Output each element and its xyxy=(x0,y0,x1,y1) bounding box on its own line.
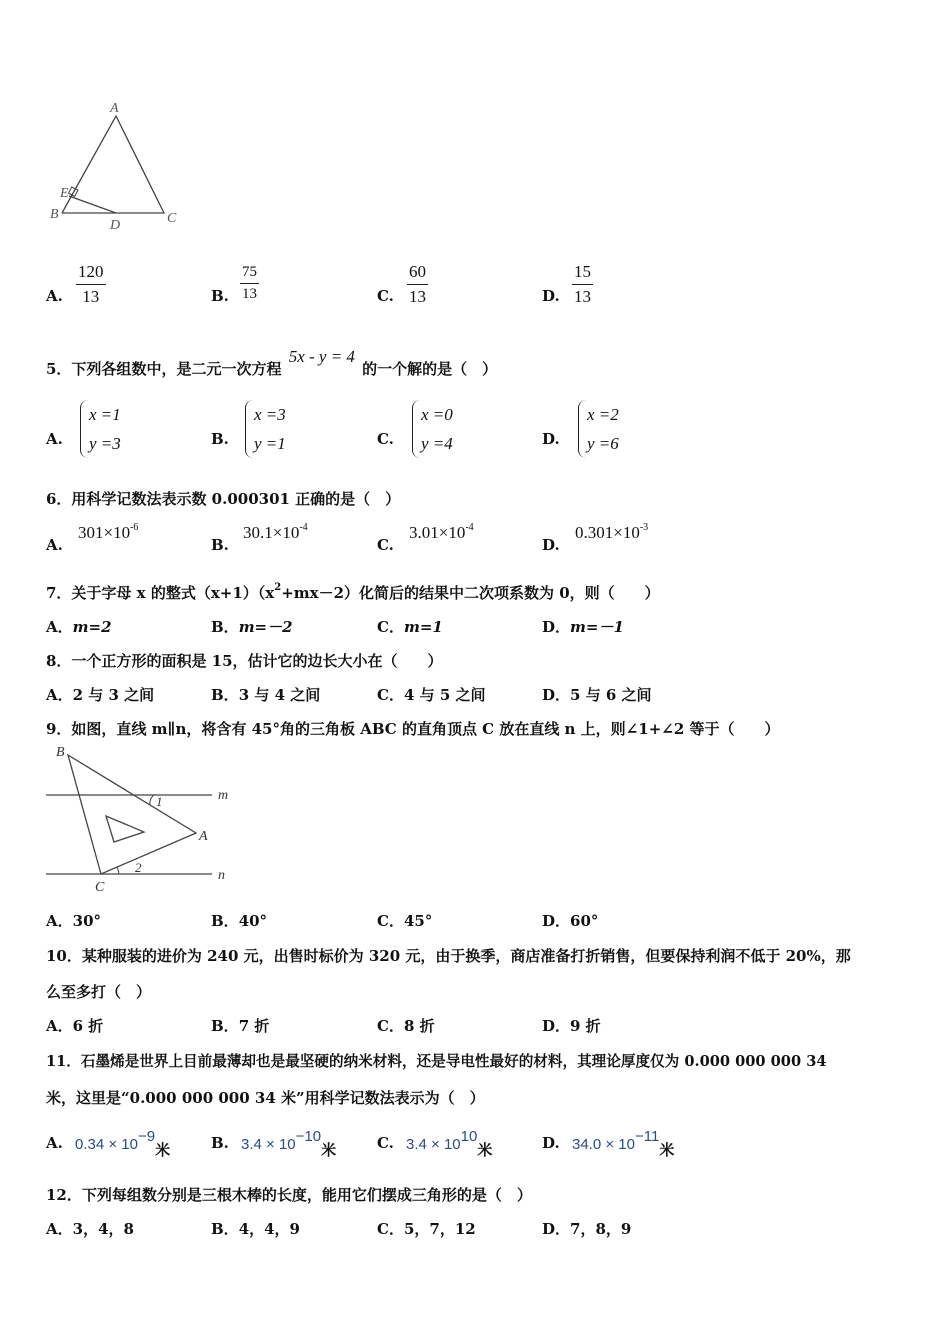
option-label: A． xyxy=(46,1220,73,1238)
base: 3.01×10 xyxy=(409,523,466,542)
q5-option-b-label: B. xyxy=(211,430,229,448)
option-label: B． xyxy=(211,686,239,704)
option-label: D． xyxy=(542,1220,571,1238)
system-line: y =3 xyxy=(89,434,121,453)
q6-option-d-value xyxy=(575,522,648,543)
label-c: C xyxy=(167,211,177,226)
q6-option-a-value xyxy=(78,522,138,543)
numerator: 60 xyxy=(407,262,428,285)
base: 3.4 × 10 xyxy=(241,1136,296,1153)
q5-option-c-label: C. xyxy=(377,430,394,448)
option-value: 7，8，9 xyxy=(570,1220,632,1238)
base: 3.4 × 10 xyxy=(406,1136,461,1153)
label-n: n xyxy=(218,868,225,883)
q9-option-b xyxy=(211,910,267,931)
option-value: m=2 xyxy=(72,618,112,636)
q4-option-c-fraction xyxy=(407,262,428,307)
base: 34.0 × 10 xyxy=(572,1136,635,1153)
q9-option-a xyxy=(46,910,101,931)
denominator: 13 xyxy=(574,287,591,306)
option-label: C． xyxy=(377,912,404,930)
option-value: 60° xyxy=(570,912,599,930)
option-value: m=1 xyxy=(403,618,443,636)
q11-option-a-value xyxy=(75,1128,171,1159)
option-label: D． xyxy=(542,686,571,704)
denominator: 13 xyxy=(82,287,100,306)
q7-option-c xyxy=(377,616,443,637)
q4-option-a-label: A. xyxy=(46,287,63,305)
label-d: D xyxy=(110,218,121,233)
q12-stem: 12．下列每组数分别是三根木棒的长度，能用它们摆成三角形的是（ ） xyxy=(46,1186,532,1204)
q4-option-d-fraction xyxy=(572,262,593,307)
q6-option-a-label: A. xyxy=(46,536,63,554)
system-line: y =4 xyxy=(421,434,453,453)
option-label: D． xyxy=(542,912,571,930)
q8-option-c xyxy=(377,684,486,705)
base: 0.34 × 10 xyxy=(75,1136,138,1153)
option-value: 3，4，8 xyxy=(72,1220,134,1238)
q4-option-b-fraction xyxy=(240,264,259,303)
label-b: B xyxy=(50,207,59,222)
option-value: 7 折 xyxy=(238,1017,270,1035)
q8-option-a xyxy=(46,684,154,705)
q6-option-c-label: C. xyxy=(377,536,394,554)
q8-stem: 8．一个正方形的面积是 15，估计它的边长大小在（ ） xyxy=(46,652,443,670)
label-a: A xyxy=(110,101,119,116)
system-line: x =1 xyxy=(89,405,121,424)
option-label: B． xyxy=(211,1220,239,1238)
option-value: 4 与 5 之间 xyxy=(403,686,486,704)
base: 0.301×10 xyxy=(575,523,640,542)
option-value: 4，4，9 xyxy=(238,1220,300,1238)
q7-stem xyxy=(46,582,660,603)
q7-superscript: 2 xyxy=(274,582,282,593)
q5-option-a-label: A. xyxy=(46,430,63,448)
q10-option-a xyxy=(46,1015,103,1036)
option-label: A． xyxy=(46,686,73,704)
q11-option-d-value xyxy=(572,1128,675,1159)
q7-text-b: +mx－2）化简后的结果中二次项系数为 0，则（ ） xyxy=(281,584,660,602)
option-value: 6 折 xyxy=(72,1017,104,1035)
q5-option-a-system xyxy=(80,400,121,458)
unit: 米 xyxy=(155,1141,171,1159)
unit: 米 xyxy=(321,1141,337,1159)
q10-stem-line1: 10．某种服装的进价为 240 元，出售时标价为 320 元，由于换季，商店准备打折销售，但要保持利润不低于 20%，那 xyxy=(46,947,851,965)
q5-option-b-system xyxy=(245,400,286,458)
q7-option-a xyxy=(46,616,112,637)
exponent: −10 xyxy=(295,1128,322,1145)
option-value: 5，7，12 xyxy=(403,1220,476,1238)
exponent: -6 xyxy=(130,522,139,533)
system-line: y =1 xyxy=(254,434,286,453)
q11-option-b-label: B. xyxy=(211,1134,229,1152)
option-label: C． xyxy=(377,1017,404,1035)
option-label: A． xyxy=(46,1017,73,1035)
q10-option-c xyxy=(377,1015,435,1036)
q12-option-c xyxy=(377,1218,476,1239)
option-value: 8 折 xyxy=(403,1017,435,1035)
option-value: m=－2 xyxy=(238,618,293,636)
label-2: 2 xyxy=(135,860,142,875)
q5-option-d-label: D. xyxy=(542,430,560,448)
q11-option-c-label: C. xyxy=(377,1134,394,1152)
exponent: 10 xyxy=(460,1128,478,1145)
label-b: B xyxy=(56,745,65,760)
q12-option-a xyxy=(46,1218,134,1239)
numerator: 75 xyxy=(240,264,259,284)
system-line: x =0 xyxy=(421,405,453,424)
option-label: A． xyxy=(46,618,73,636)
system-line: y =6 xyxy=(587,434,619,453)
q4-option-c-label: C. xyxy=(377,287,394,305)
q9-option-c xyxy=(377,910,432,931)
q5-option-d-system xyxy=(578,400,619,458)
q10-option-d xyxy=(542,1015,601,1036)
option-value: 3 与 4 之间 xyxy=(238,686,321,704)
q6-option-b-value xyxy=(243,522,308,543)
option-value: 5 与 6 之间 xyxy=(570,686,652,704)
q6-option-c-value xyxy=(409,522,474,543)
numerator: 120 xyxy=(76,262,106,285)
base: 301×10 xyxy=(78,523,131,542)
q12-option-d xyxy=(542,1218,631,1239)
exponent: −11 xyxy=(634,1128,660,1145)
unit: 米 xyxy=(477,1141,493,1159)
option-value: 45° xyxy=(403,912,433,930)
system-line: x =3 xyxy=(254,405,286,424)
parallel-lines-triangle-figure xyxy=(44,742,244,897)
q7-option-b xyxy=(211,616,293,637)
q11-stem-line2: 米，这里是“0.000 000 000 34 米”用科学记数法表示为（ ） xyxy=(46,1089,485,1107)
label-c: C xyxy=(95,880,105,895)
q12-option-b xyxy=(211,1218,300,1239)
q11-option-b-value xyxy=(241,1128,337,1159)
label-e: E xyxy=(60,186,69,201)
option-label: D． xyxy=(542,618,571,636)
option-label: D． xyxy=(542,1017,571,1035)
label-1: 1 xyxy=(156,794,163,809)
option-label: C． xyxy=(377,618,404,636)
label-a: A xyxy=(199,829,208,844)
q6-stem: 6．用科学记数法表示数 0.000301 正确的是（ ） xyxy=(46,490,401,508)
q9-stem: 9．如图，直线 m∥n，将含有 45°角的三角板 ABC 的直角顶点 C 放在直线 n 上，则∠1+∠2 等于（ ） xyxy=(46,720,780,738)
option-label: A． xyxy=(46,912,73,930)
option-label: B． xyxy=(211,1017,239,1035)
q5-text-after: 的一个解的是（ ） xyxy=(362,360,498,378)
q10-option-b xyxy=(211,1015,269,1036)
option-label: C． xyxy=(377,686,404,704)
exponent: -3 xyxy=(639,522,649,533)
label-m: m xyxy=(218,788,229,803)
base: 30.1×10 xyxy=(243,523,300,542)
numerator: 15 xyxy=(572,262,593,285)
option-label: B． xyxy=(211,912,239,930)
q5-stem xyxy=(46,347,498,379)
q8-option-b xyxy=(211,684,320,705)
system-line: x =2 xyxy=(587,405,619,424)
q7-text-a: 7．关于字母 x 的整式（x+1）（x xyxy=(46,584,275,602)
exponent: -4 xyxy=(465,522,474,533)
option-value: 9 折 xyxy=(570,1017,601,1035)
q9-option-d xyxy=(542,910,598,931)
option-value: 2 与 3 之间 xyxy=(72,686,155,704)
q4-option-b-label: B. xyxy=(211,287,229,305)
q11-stem-line1: 11．石墨烯是世界上目前最薄却也是最坚硬的纳米材料，还是导电性最好的材料，其理论厚度仅为 0.000 000 000 34 xyxy=(46,1053,827,1070)
unit: 米 xyxy=(659,1141,675,1159)
q5-text-before: 5．下列各组数中，是二元一次方程 xyxy=(46,360,282,378)
option-value: m=－1 xyxy=(570,618,624,636)
q7-option-d xyxy=(542,616,624,637)
q5-option-c-system xyxy=(412,400,453,458)
q11-option-d-label: D. xyxy=(542,1134,560,1152)
exponent: -4 xyxy=(299,522,308,533)
q4-option-a-fraction xyxy=(76,262,106,307)
denominator: 13 xyxy=(242,286,257,302)
q8-option-d xyxy=(542,684,652,705)
option-label: B． xyxy=(211,618,239,636)
option-value: 30° xyxy=(72,912,102,930)
denominator: 13 xyxy=(409,287,426,306)
option-label: C． xyxy=(377,1220,404,1238)
exponent: −9 xyxy=(137,1128,156,1145)
q11-option-a-label: A. xyxy=(46,1134,63,1152)
q6-option-d-label: D. xyxy=(542,536,560,554)
q10-stem-line2: 么至多打（ ） xyxy=(46,983,152,1001)
option-value: 40° xyxy=(238,912,268,930)
q11-option-c-value xyxy=(406,1128,493,1159)
q5-equation: 5x - y = 4 xyxy=(288,347,355,366)
triangle-abc-figure xyxy=(44,98,194,238)
q4-option-d-label: D. xyxy=(542,287,560,305)
q6-option-b-label: B. xyxy=(211,536,229,554)
